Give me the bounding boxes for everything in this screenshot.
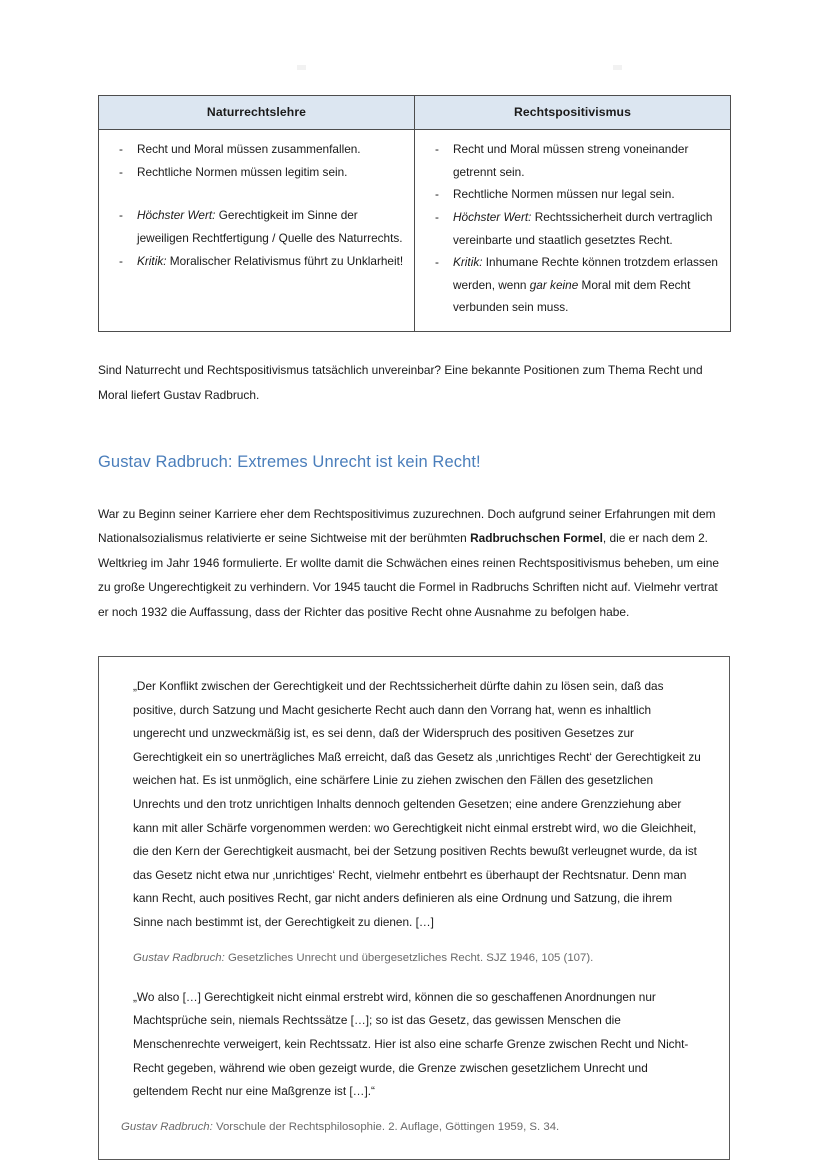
table-cell-naturrechtslehre	[99, 130, 415, 332]
rechtspositivismus-item	[425, 138, 720, 183]
table-body-row	[99, 130, 731, 332]
naturrechtslehre-item-text: Recht und Moral müssen zusammenfallen.	[137, 142, 361, 156]
heading-block	[98, 453, 730, 472]
document-content	[98, 95, 730, 1160]
naturrechtslehre-item-lead: Höchster Wert:	[137, 208, 219, 223]
table-header-rechtspositivismus: Rechtspositivismus	[415, 96, 731, 130]
page-artifact-right	[613, 65, 622, 70]
quote-box	[98, 656, 730, 1160]
quote-citation-2	[121, 1118, 707, 1137]
intro-block	[98, 358, 730, 407]
naturrechtslehre-item-text: Rechtliche Normen müssen legitim sein.	[137, 164, 348, 179]
naturrechtslehre-item-lead: Kritik:	[137, 253, 170, 268]
citation-rest-2: Vorschule der Rechtsphilosophie. 2. Auflage, Göttingen 1959, S. 34.	[212, 1120, 560, 1133]
naturrechtslehre-item-text: Moralischer Relativismus führt zu Unklarheit!	[169, 253, 404, 268]
table-cell-rechtspositivismus	[415, 130, 731, 332]
rechtspositivismus-item-emphasis: gar keine	[529, 277, 579, 292]
comparison-table	[98, 95, 731, 332]
section-heading: Gustav Radbruch: Extremes Unrecht ist kein Recht!	[98, 452, 481, 471]
naturrechtslehre-item-text: Gerechtigkeit im Sinne der jeweiligen Rechtfertigung / Quelle des Naturrechts.	[137, 208, 403, 245]
quote-citation-1	[121, 949, 707, 968]
quote-text-2: „Wo also […] Gerechtigkeit nicht einmal erstrebt wird, können die so geschaffenen Anordnungen nur Machtsprüche sein, niemals Rechtssätze […]; so ist das Gesetz, das gewissen Menschen die Menschenrechte verweigert, kein Rechtssatz. Hier ist also eine scharfe Grenze zwischen Recht und Nicht-Recht gegeben, während wie oben gezeigt wurde, die Grenze zwischen gesetzlichem Unrecht und geltendem Recht nur eine Maßgrenze ist […].“	[133, 989, 689, 1099]
rechtspositivismus-item-text: Recht und Moral müssen streng voneinander getrennt sein.	[453, 142, 689, 179]
table-header-row	[99, 96, 731, 130]
intro-paragraph: Sind Naturrecht und Rechtspositivismus tatsächlich unvereinbar? Eine bekannte Positionen zum Thema Recht und Moral liefert Gustav Radbruch.	[98, 363, 703, 402]
body-bold-term: Radbruchschen Formel	[470, 531, 603, 546]
quote-text-1: „Der Konflikt zwischen der Gerechtigkeit und der Rechtssicherheit dürfte dahin zu lösen sein, daß das positive, durch Satzung und Macht gesicherte Recht auch dann den Vorrang hat, wenn es inhaltlich ungerecht und unzweckmäßig ist, es sei denn, daß der Widerspruch des positiven Gesetzes zur Gerechtigkeit ein so unerträgliches Maß erreicht, daß das Gesetz als ‚unrichtiges Recht‘ der Gerechtigkeit zu weichen hat. Es ist unmöglich, eine schärfere Linie zu ziehen zwischen den Fällen des gesetzlichen Unrechts und den trotz unrichtigen Inhalts dennoch geltenden Gesetzen; eine andere Grenzziehung aber kann mit aller Schärfe vorgenommen werden: wo Gerechtigkeit nicht einmal erstrebt wird, wo die Gleichheit, die den Kern der Gerechtigkeit ausmacht, bei der Setzung positiven Rechts bewußt verleugnet wurde, da ist das Gesetz nicht etwa nur ‚unrichtiges‘ Recht, vielmehr entbehrt es überhaupt der Rechtsnatur. Denn man kann Recht, auch positives Recht, gar nicht anders definieren als eine Ordnung und Satzung, die ihrem Sinne nach bestimmt ist, der Gerechtigkeit zu dienen. […]	[133, 678, 701, 929]
body-block	[98, 502, 730, 624]
citation-rest-1: Gesetzliches Unrecht und übergesetzliches Recht. SJZ 1946, 105 (107).	[224, 951, 594, 964]
rechtspositivismus-item-text: Inhumane Rechte können trotzdem erlassen werden, wenn	[453, 255, 718, 292]
rechtspositivismus-item	[425, 206, 720, 251]
rechtspositivismus-item	[425, 183, 720, 206]
naturrechtslehre-item	[109, 161, 404, 184]
naturrechtslehre-item	[109, 204, 404, 249]
naturrechtslehre-item	[109, 138, 404, 161]
body-paragraph	[98, 502, 730, 624]
rechtspositivismus-item-text: Rechtliche Normen müssen nur legal sein.	[453, 187, 675, 202]
naturrechtslehre-item	[109, 250, 404, 273]
rechtspositivismus-item-text: Rechtssicherheit durch vertraglich vereinbarte und staatlich gesetztes Recht.	[453, 209, 713, 247]
citation-author-1: Gustav Radbruch:	[133, 951, 225, 964]
naturrechtslehre-list	[109, 138, 404, 272]
citation-author-2: Gustav Radbruch:	[121, 1120, 213, 1133]
rechtspositivismus-item-text-tail: Moral mit dem Recht verbunden sein muss.	[453, 277, 691, 315]
body-part-2: , die er nach dem 2. Weltkrieg im Jahr 1946 formulierte. Er wollte damit die Schwächen eines reinen Rechtspositivismus beheben, um eine zu große Ungerechtigkeit zu verhindern. Vor 1945 taucht die Formel in Radbruchs Schriften nicht auf. Vielmehr vertrat er noch 1932 die Auffassung, dass der Richter das positive Recht ohne Ausnahme zu befolgen habe.	[98, 531, 720, 619]
rechtspositivismus-item-lead: Kritik:	[453, 255, 486, 270]
rechtspositivismus-list	[425, 138, 720, 319]
page-artifact-left	[297, 65, 306, 70]
rechtspositivismus-item-lead: Höchster Wert:	[453, 209, 535, 224]
table-header-naturrechtslehre: Naturrechtslehre	[99, 96, 415, 130]
body-part-1: War zu Beginn seiner Karriere eher dem Rechtspositivimus zuzurechnen. Doch aufgrund seiner Erfahrungen mit dem Nationalsozialismus relativierte er seine Sichtweise mit der berühmten	[98, 506, 716, 546]
rechtspositivismus-item	[425, 251, 720, 319]
